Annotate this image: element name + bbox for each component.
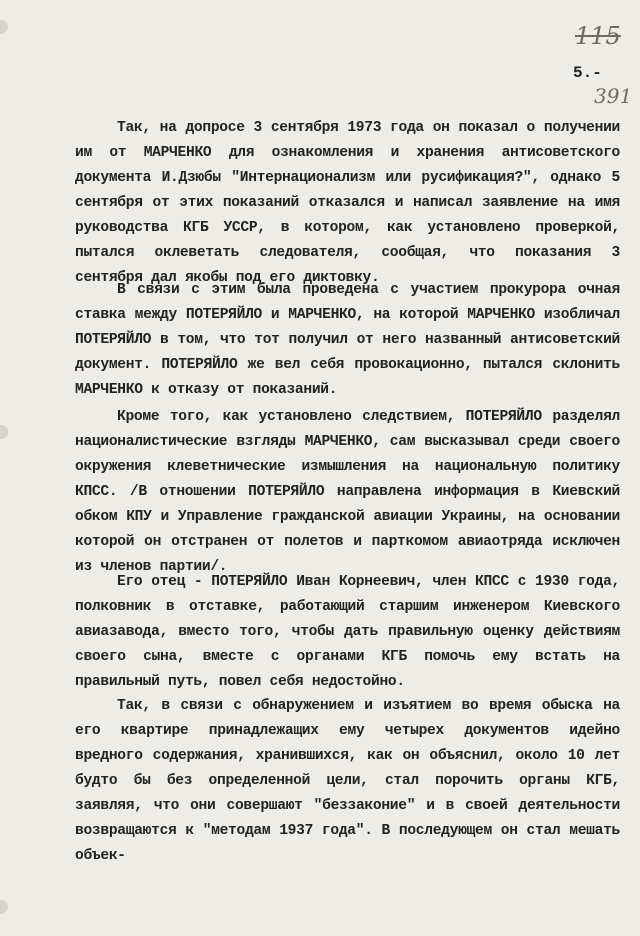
paragraph: Кроме того, как установлено следствием, ПОТЕРЯЙЛО разделял националистические взгляды МАРЧЕНКО, сам высказывал среди своего окружения клеветнические измышления на национальную политику КПСС. /В отношении ПОТЕРЯЙЛО направлена информация в Киевский обком КПУ и Управление гражданской авиации Украины, на основании которой он отстранен от полетов и парткомом авиаотряда исключен из членов партии/. xyxy=(75,409,620,575)
paragraph: Его отец - ПОТЕРЯЙЛО Иван Корнеевич, член КПСС с 1930 года, полковник в отставке, работающий старшим инженером Киевского авиазавода, вместо того, чтобы дать правильную оценку действиям своего сына, вместе с органами КГБ помочь ему встать на правильный путь, повел себя недостойно. xyxy=(75,574,620,690)
punch-hole xyxy=(0,20,8,34)
page-number: 5.- xyxy=(573,64,602,82)
paragraph: Так, в связи с обнаружением и изъятием во время обыска на его квартире принадлежащих ему четырех документов идейно вредного содержания, хранившихся, как он объяснил, около 10 лет будто бы без определенной цели, стал порочить органы КГБ, заявляя, что они совершают "беззаконие" и в своей деятельности возвращаются к "методам 1937 года". В последующем он стал мешать объек- xyxy=(75,698,620,864)
paragraph: В связи с этим была проведена с участием прокурора очная ставка между ПОТЕРЯЙЛО и МАРЧЕНКО, на которой МАРЧЕНКО изобличал ПОТЕРЯЙЛО в том, что тот получил от него названный антисоветский документ. ПОТЕРЯЙЛО же вел себя провокационно, пытался склонить МАРЧЕНКО к отказу от показаний. xyxy=(75,282,620,398)
punch-hole xyxy=(0,900,8,914)
punch-hole xyxy=(0,425,8,439)
archive-page-number: 115 xyxy=(575,22,621,50)
archive-page-number-secondary: 391 xyxy=(594,84,633,108)
paragraph: Так, на допросе 3 сентября 1973 года он показал о получении им от МАРЧЕНКО для ознакомления и хранения антисоветского документа И.Дзюбы "Интернационализм или русификация?", однако 5 сентября от этих показаний отказался и написал заявление на имя руководства КГБ УССР, в котором, как установлено проверкой, пытался оклеветать следователя, сообщая, что показания 3 сентября дал якобы под его диктовку. xyxy=(75,120,620,286)
